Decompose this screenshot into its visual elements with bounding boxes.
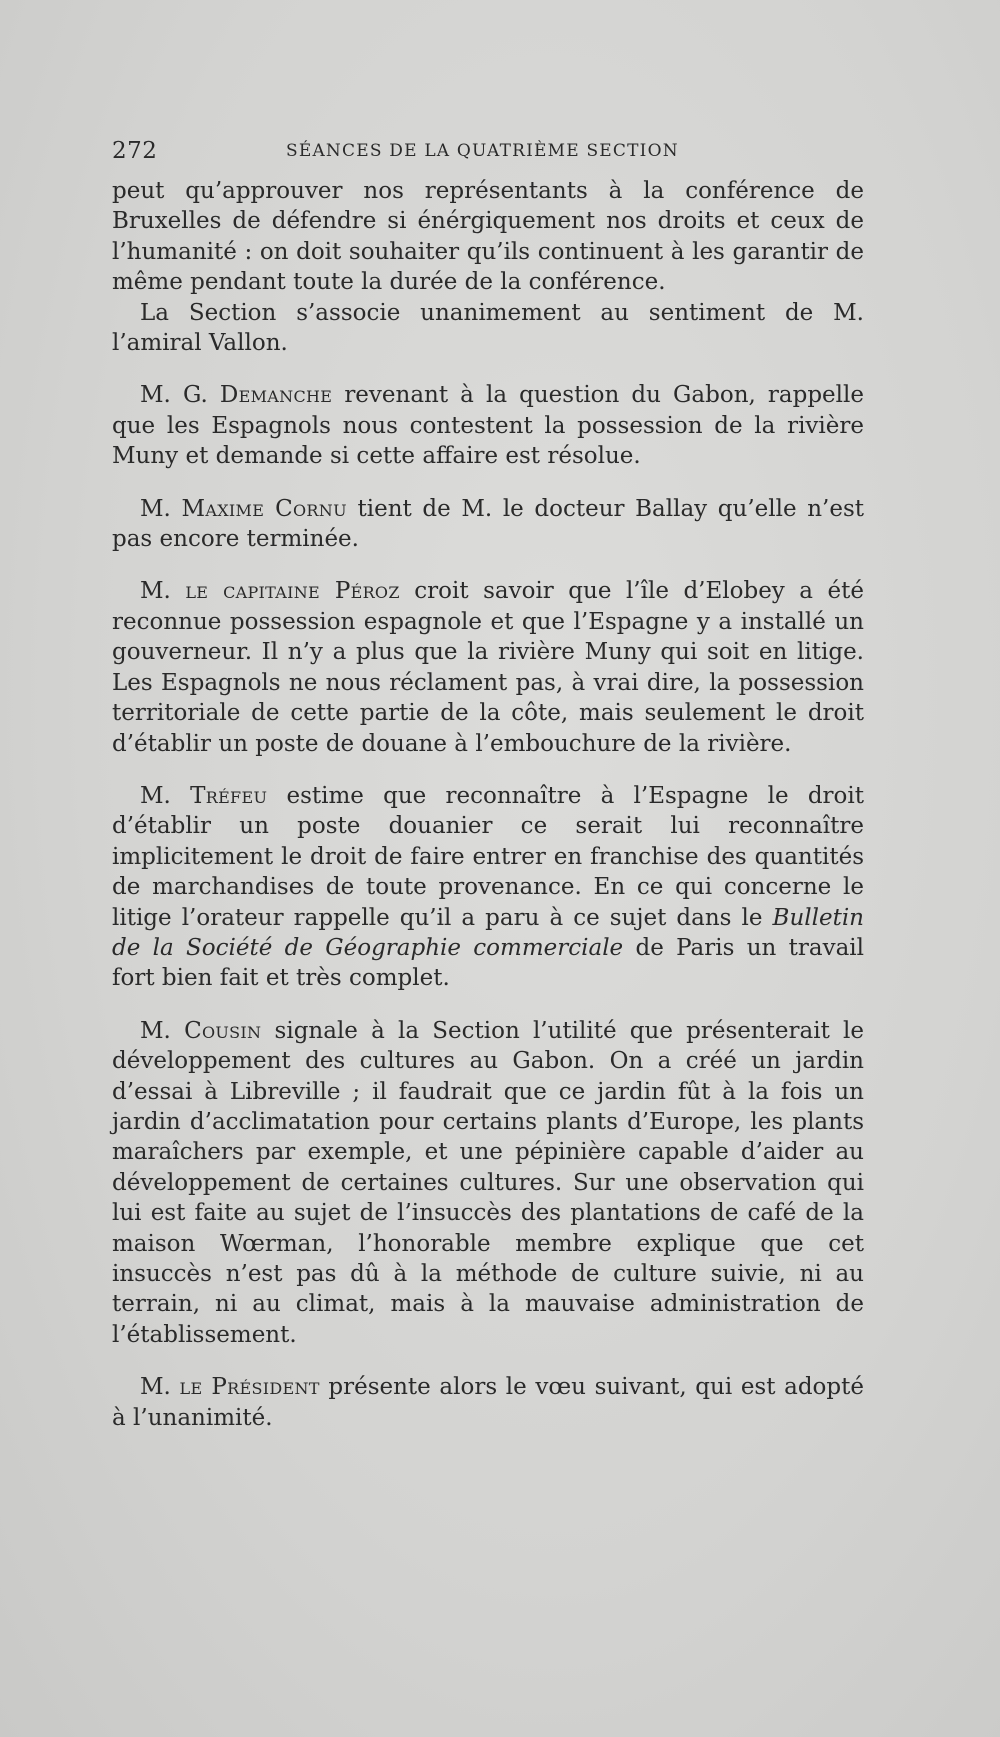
running-head (112, 138, 864, 172)
paragraph-gap (112, 994, 864, 1016)
paragraph-gap (112, 1350, 864, 1372)
paragraph-text: La Section s’associe unanimement au sentiment de M. l’amiral Vallon. (112, 299, 864, 357)
speaker-name: Cousin (184, 1017, 262, 1044)
paragraph-president (112, 1372, 864, 1433)
speaker-name: Tréfeu (190, 782, 268, 809)
paragraph-text: présente alors le vœu suivant, qui est adopté à l’unanimité. (112, 1374, 864, 1431)
speaker-prefix: M. (140, 495, 182, 522)
speaker-prefix: M. (140, 782, 191, 809)
paragraph-gap (112, 472, 864, 494)
paragraph-cousin (112, 1016, 864, 1350)
page-number: 272 (112, 138, 158, 164)
speaker-prefix: M. (140, 1017, 185, 1044)
page-body (112, 138, 864, 1433)
paragraph-text: tient de M. le docteur Ballay qu’elle n’est pas encore terminée. (112, 495, 864, 553)
speaker-name: Demanche (219, 382, 333, 409)
speaker-name: le Président (179, 1374, 320, 1401)
speaker-prefix: M. (140, 578, 186, 605)
paragraph-text: croit savoir que l’île d’Elobey a été reconnue possession espagnole et que l’Espagne y a installé un gouverneur. Il n’y a plus que la rivière Muny qui soit en litige. Les Espagnols ne nous réclament pas, à vrai dire, la possession territoriale de cette partie de la côte, mais seulement le droit d’établir un poste de douane à l’embouchure de la rivière. (112, 578, 864, 757)
running-title: SÉANCES DE LA QUATRIÈME SECTION (286, 141, 679, 161)
paragraph-text: signale à la Section l’utilité que présenterait le développement des cultures au Gabon. On a créé un jardin d’essai à Libreville ; il faudrait que ce jardin fût à la fois un jardin d’acclimatation pour certains plants d’Europe, les plants maraîchers par exemple, et une pépinière capable d’aider au développement de certaines cultures. Sur une observation qui lui est faite au sujet de l’insuccès des plantations de café de la maison Wœrman, l’honorable membre explique que cet insuccès n’est pas dû à la méthode de culture suivie, ni au terrain, ni au climat, mais à la mauvaise administration de l’établissement. (112, 1017, 864, 1348)
paragraph-gap (112, 554, 864, 576)
publication-title: Bulletin de la Société de Géographie commerciale (112, 904, 864, 961)
speaker-prefix: M. G. (140, 382, 220, 409)
paragraph-text: estime que reconnaître à l’Espagne le droit d’établir un poste douanier ce serait lui reconnaître implicitement le droit de faire entrer en franchise des quantités de marchandises de toute provenance. En ce qui concerne le litige l’orateur rappelle qu’il a paru à ce sujet dans le (112, 782, 864, 931)
paragraph-peroz (112, 576, 864, 758)
paragraph-trefeu (112, 781, 864, 994)
paragraph-gap (112, 358, 864, 380)
paragraph-section-assent (112, 298, 864, 359)
speaker-name: le capitaine Péroz (185, 578, 400, 605)
paragraph-demanche (112, 380, 864, 471)
paragraph-text: revenant à la question du Gabon, rappelle que les Espagnols nous contestent la possession de la rivière Muny et demande si cette affaire est résolue. (112, 382, 864, 470)
paragraph-continuation (112, 176, 864, 298)
speaker-prefix: M. (140, 1374, 180, 1401)
paragraph-text: peut qu’approuver nos représentants à la conférence de Bruxelles de défendre si énérgiquement nos droits et ceux de l’humanité : on doit souhaiter qu’ils continuent à les garantir de même pendant toute la durée de la conférence. (112, 178, 864, 296)
paragraph-text-after: de Paris un travail fort bien fait et très complet. (112, 934, 864, 992)
paragraph-gap (112, 759, 864, 781)
paragraph-cornu (112, 494, 864, 555)
speaker-name: Maxime Cornu (181, 495, 347, 522)
